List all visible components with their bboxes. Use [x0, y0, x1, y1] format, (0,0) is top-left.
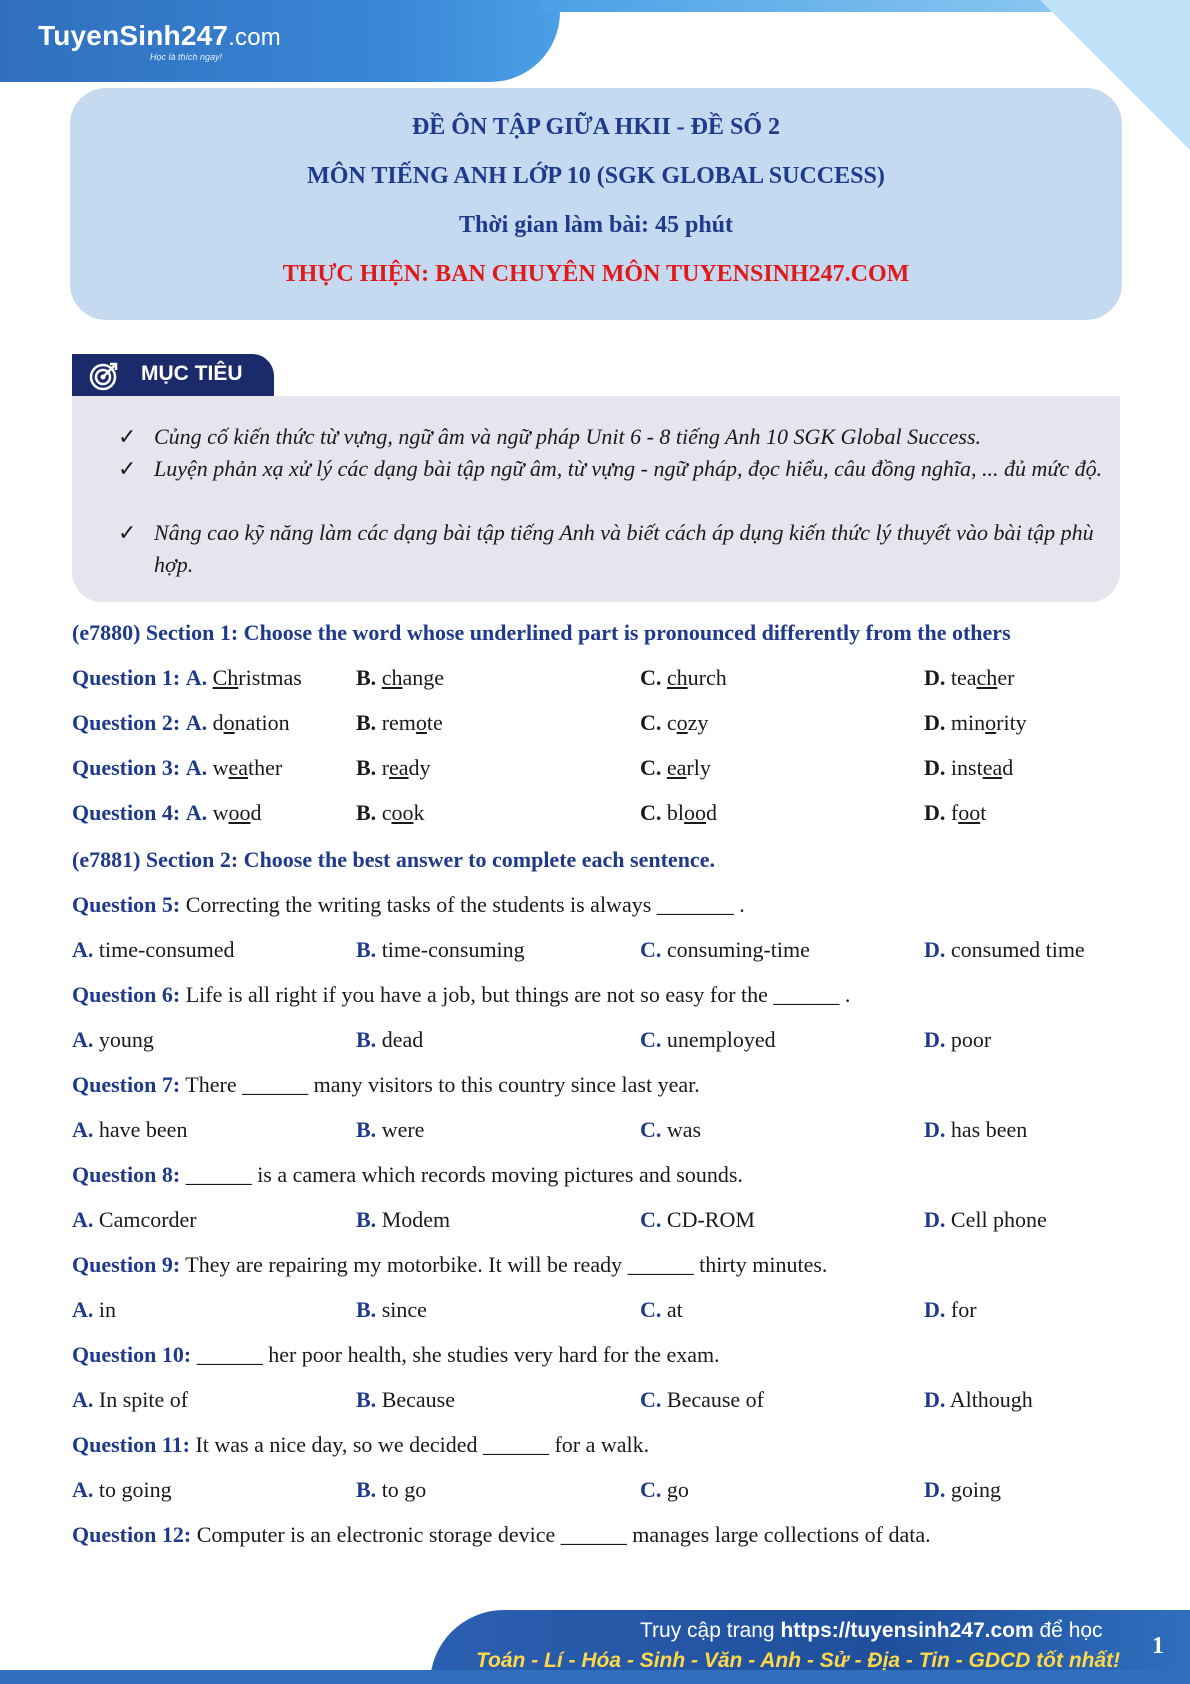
question-11 [72, 1432, 649, 1458]
footer-subjects: Toán - Lí - Hóa - Sinh - Văn - Anh - Sử - Địa - Tin - GDCD tốt nhất! [476, 1649, 1121, 1672]
page-number: 1 [1152, 1633, 1164, 1659]
question-label: Question 12: [72, 1522, 192, 1547]
option-d[interactable] [924, 710, 1027, 736]
question-text: ______ is a camera which records moving pictures and sounds. [185, 1162, 743, 1187]
option-text: Although [949, 1387, 1033, 1412]
option-letter: A. [72, 1297, 94, 1322]
objective-text: Nâng cao kỹ năng làm các dạng bài tập tiếng Anh và biết cách áp dụng kiến thức lý thuyết vào bài tập phù hợp. [154, 520, 1094, 577]
option-letter: B. [356, 755, 377, 780]
question-label: Question 11: [72, 1432, 190, 1457]
option-b[interactable] [356, 937, 525, 963]
option-b[interactable] [356, 665, 444, 691]
option-a[interactable] [72, 1207, 197, 1233]
option-letter: C. [640, 1477, 662, 1502]
question-text: ______ her poor health, she studies very hard for the exam. [196, 1342, 720, 1367]
logo-suffix: .com [228, 24, 281, 51]
word-suffix: er [997, 665, 1015, 690]
question-7 [72, 1072, 700, 1098]
option-text: Camcorder [98, 1207, 197, 1232]
option-text: for [950, 1297, 977, 1322]
option-d[interactable] [924, 800, 986, 826]
word-suffix: nation [234, 710, 290, 735]
word-suffix: dy [408, 755, 431, 780]
word-prefix: inst [950, 755, 983, 780]
option-c[interactable] [640, 1207, 755, 1233]
exam-subject: MÔN TIẾNG ANH LỚP 10 (SGK GLOBAL SUCCESS) [307, 163, 885, 189]
option-letter: C. [640, 1387, 662, 1412]
option-letter: B. [356, 800, 377, 825]
option-text: go [666, 1477, 689, 1502]
target-icon [88, 360, 120, 392]
option-b[interactable] [356, 1207, 450, 1233]
option-letter: D. [924, 710, 946, 735]
option-c[interactable] [640, 1297, 683, 1323]
word-prefix: c [381, 800, 392, 825]
word-prefix: tea [950, 665, 977, 690]
question-label: Question 7: [72, 1072, 181, 1097]
option-letter: C. [640, 665, 662, 690]
option-letter: A. [72, 1207, 94, 1232]
option-a[interactable] [72, 937, 235, 963]
option-c[interactable] [640, 1477, 689, 1503]
option-letter: C. [640, 1207, 662, 1232]
question-text: Correcting the writing tasks of the students is always _______ . [185, 892, 745, 917]
option-c[interactable] [640, 755, 711, 781]
question-5 [72, 892, 745, 918]
check-icon: ✓ [118, 520, 137, 545]
word-suffix: k [413, 800, 425, 825]
objective-text: Củng cố kiến thức từ vựng, ngữ âm và ngữ pháp Unit 6 - 8 tiếng Anh 10 SGK Global Success. [154, 424, 982, 449]
exam-duration: Thời gian làm bài: 45 phút [458, 212, 734, 238]
underlined-part: ch [976, 665, 998, 690]
word-suffix: rity [996, 710, 1027, 735]
option-letter: C. [640, 710, 662, 735]
section-1-heading: (e7880) Section 1: Choose the word whose underlined part is pronounced differently from the others [72, 620, 1011, 645]
option-c[interactable] [640, 1117, 701, 1143]
option-text: going [950, 1477, 1002, 1502]
option-text: dead [381, 1027, 424, 1052]
option-b[interactable] [356, 1117, 424, 1143]
word-suffix: rly [686, 755, 711, 780]
option-text: time-consuming [381, 937, 525, 962]
exam-author: THỰC HIỆN: BAN CHUYÊN MÔN TUYENSINH247.COM [282, 261, 910, 287]
option-b[interactable] [356, 710, 443, 736]
question-label: Question 9: [72, 1252, 181, 1277]
option-a[interactable] [72, 1387, 188, 1413]
footer-link-prefix: Truy cập trang [640, 1619, 781, 1642]
question-label: Question 3: [72, 755, 181, 780]
option-letter: D. [924, 1207, 946, 1232]
option-text: was [666, 1117, 702, 1142]
option-letter: D. [924, 755, 946, 780]
option-d[interactable] [924, 937, 1085, 963]
option-letter: D. [924, 665, 946, 690]
option-letter: A. [72, 1387, 94, 1412]
underlined-part: o [676, 710, 688, 735]
word-prefix: d [212, 710, 224, 735]
objective-item [118, 453, 1114, 485]
question-label: Question 4: [72, 800, 181, 825]
option-a[interactable] [72, 1477, 172, 1503]
site-logo[interactable] [38, 20, 281, 52]
question-label: Question 2: [72, 710, 181, 735]
word-suffix: ange [402, 665, 444, 690]
exam-title: ĐỀ ÔN TẬP GIỮA HKII - ĐỀ SỐ 2 [411, 114, 781, 140]
option-c[interactable] [640, 800, 717, 826]
option-letter: C. [640, 755, 662, 780]
option-a[interactable] [72, 665, 302, 691]
word-suffix: zy [687, 710, 709, 735]
word-prefix: r [381, 755, 390, 780]
word-prefix: w [212, 800, 229, 825]
word-suffix: d [250, 800, 262, 825]
question-text: Life is all right if you have a job, but things are not so easy for the ______ . [185, 982, 851, 1007]
option-letter: B. [356, 1027, 377, 1052]
option-text: has been [950, 1117, 1028, 1142]
option-letter: D. [924, 800, 946, 825]
option-letter: C. [640, 1117, 662, 1142]
underlined-part: ea [228, 755, 248, 780]
option-d[interactable] [924, 1477, 1001, 1503]
question-label: Question 10: [72, 1342, 192, 1367]
question-label: Question 5: [72, 892, 181, 917]
option-a[interactable] [72, 710, 290, 736]
question-text: Computer is an electronic storage device ______ manages large collections of data. [196, 1522, 931, 1547]
word-prefix: min [950, 710, 986, 735]
option-letter: D. [924, 937, 946, 962]
underlined-part: o [223, 710, 235, 735]
question-text: There ______ many visitors to this country since last year. [185, 1072, 700, 1097]
footer-link-url[interactable]: https://tuyensinh247.com [780, 1619, 1034, 1642]
option-d[interactable] [924, 1027, 991, 1053]
option-letter: D. [924, 1117, 946, 1142]
option-c[interactable] [640, 1027, 776, 1053]
word-prefix: w [212, 755, 229, 780]
question-12 [72, 1522, 931, 1548]
objective-text: Luyện phản xạ xử lý các dạng bài tập ngữ âm, từ vựng - ngữ pháp, đọc hiểu, câu đồng nghĩa, ... đủ mức độ. [154, 456, 1103, 481]
question-label: Question 8: [72, 1162, 181, 1187]
underlined-part: ch [666, 665, 688, 690]
question-text: It was a nice day, so we decided ______ for a walk. [195, 1432, 650, 1457]
option-text: consumed time [950, 937, 1085, 962]
option-letter: D. [924, 1297, 946, 1322]
option-text: to going [98, 1477, 172, 1502]
option-letter: B. [356, 710, 377, 735]
option-a[interactable] [72, 800, 261, 826]
underlined-part: ea [389, 755, 409, 780]
word-suffix: urch [687, 665, 727, 690]
option-a[interactable] [72, 1027, 154, 1053]
option-letter: B. [356, 665, 377, 690]
underlined-part: ch [381, 665, 403, 690]
option-letter: C. [640, 1027, 662, 1052]
option-text: Cell phone [950, 1207, 1047, 1232]
option-letter: A. [185, 755, 208, 780]
option-text: young [98, 1027, 154, 1052]
option-c[interactable] [640, 710, 708, 736]
underlined-part: o [985, 710, 997, 735]
word-prefix: c [666, 710, 677, 735]
underlined-part: ea [666, 755, 687, 780]
option-letter: A. [72, 1117, 94, 1142]
option-text: Because [381, 1387, 455, 1412]
option-letter: B. [356, 1297, 377, 1322]
option-c[interactable] [640, 937, 810, 963]
option-text: have been [98, 1117, 188, 1142]
option-c[interactable] [640, 665, 727, 691]
footer-link[interactable] [640, 1619, 1103, 1643]
option-text: In spite of [98, 1387, 189, 1412]
option-letter: B. [356, 1477, 377, 1502]
option-text: Because of [666, 1387, 765, 1412]
option-b[interactable] [356, 1297, 427, 1323]
option-letter: A. [72, 1027, 94, 1052]
underlined-part: oo [684, 800, 707, 825]
option-letter: C. [640, 800, 662, 825]
word-suffix: t [980, 800, 987, 825]
option-b[interactable] [356, 800, 424, 826]
logo-tagline: Học là thích ngay! [150, 52, 223, 62]
word-prefix: f [950, 800, 959, 825]
underlined-part: oo [228, 800, 251, 825]
option-b[interactable] [356, 1027, 423, 1053]
question-8 [72, 1162, 743, 1188]
option-d[interactable] [924, 1297, 977, 1323]
option-a[interactable] [72, 1117, 187, 1143]
footer-link-suffix: để học [1033, 1619, 1103, 1642]
option-letter: B. [356, 1117, 377, 1142]
option-d[interactable] [924, 1207, 1047, 1233]
word-prefix: rem [381, 710, 416, 735]
option-letter: B. [356, 937, 377, 962]
option-letter: D. [924, 1027, 946, 1052]
option-text: in [98, 1297, 117, 1322]
word-suffix: ristmas [238, 665, 302, 690]
option-letter: A. [185, 800, 208, 825]
option-b[interactable] [356, 755, 431, 781]
word-suffix: te [426, 710, 443, 735]
word-suffix: ther [248, 755, 283, 780]
option-letter: A. [185, 710, 208, 735]
option-b[interactable] [356, 1477, 426, 1503]
option-text: Modem [381, 1207, 451, 1232]
option-text: time-consumed [98, 937, 235, 962]
question-text: They are repairing my motorbike. It will be ready ______ thirty minutes. [185, 1252, 828, 1277]
option-c[interactable] [640, 1387, 764, 1413]
option-letter: A. [72, 1477, 94, 1502]
option-text: were [381, 1117, 425, 1142]
option-letter: C. [640, 937, 662, 962]
logo-brand: TuyenSinh247 [38, 20, 229, 51]
underlined-part: oo [958, 800, 981, 825]
option-text: unemployed [666, 1027, 776, 1052]
option-text: CD-ROM [666, 1207, 755, 1232]
check-icon: ✓ [118, 456, 137, 481]
underlined-part: Ch [212, 665, 239, 690]
section-2-heading: (e7881) Section 2: Choose the best answer to complete each sentence. [72, 847, 715, 872]
option-letter: A. [72, 937, 94, 962]
option-d[interactable] [924, 1387, 1033, 1413]
option-d[interactable] [924, 1117, 1027, 1143]
option-text: since [381, 1297, 427, 1322]
option-letter: B. [356, 1207, 377, 1232]
option-d[interactable] [924, 755, 1013, 781]
word-prefix: bl [666, 800, 685, 825]
option-text: poor [950, 1027, 992, 1052]
check-icon: ✓ [118, 424, 137, 449]
option-letter: A. [185, 665, 208, 690]
objective-item [118, 517, 1114, 581]
option-text: to go [381, 1477, 427, 1502]
option-text: consuming-time [666, 937, 810, 962]
option-letter: C. [640, 1297, 662, 1322]
option-b[interactable] [356, 1387, 455, 1413]
question-10 [72, 1342, 720, 1368]
underlined-part: oo [391, 800, 414, 825]
option-letter: D. [924, 1477, 946, 1502]
question-6 [72, 982, 850, 1008]
question-label: Question 1: [72, 665, 181, 690]
option-letter: B. [356, 1387, 377, 1412]
word-suffix: d [1002, 755, 1014, 780]
option-text: at [666, 1297, 683, 1322]
word-suffix: d [706, 800, 718, 825]
objective-item [118, 421, 1114, 453]
question-label: Question 6: [72, 982, 181, 1007]
objectives-heading: MỤC TIÊU [141, 362, 243, 385]
option-a[interactable] [72, 1297, 116, 1323]
question-9 [72, 1252, 827, 1278]
underlined-part: ea [982, 755, 1003, 780]
underlined-part: o [415, 710, 427, 735]
option-a[interactable] [72, 755, 282, 781]
option-letter: D. [924, 1387, 946, 1412]
option-d[interactable] [924, 665, 1014, 691]
